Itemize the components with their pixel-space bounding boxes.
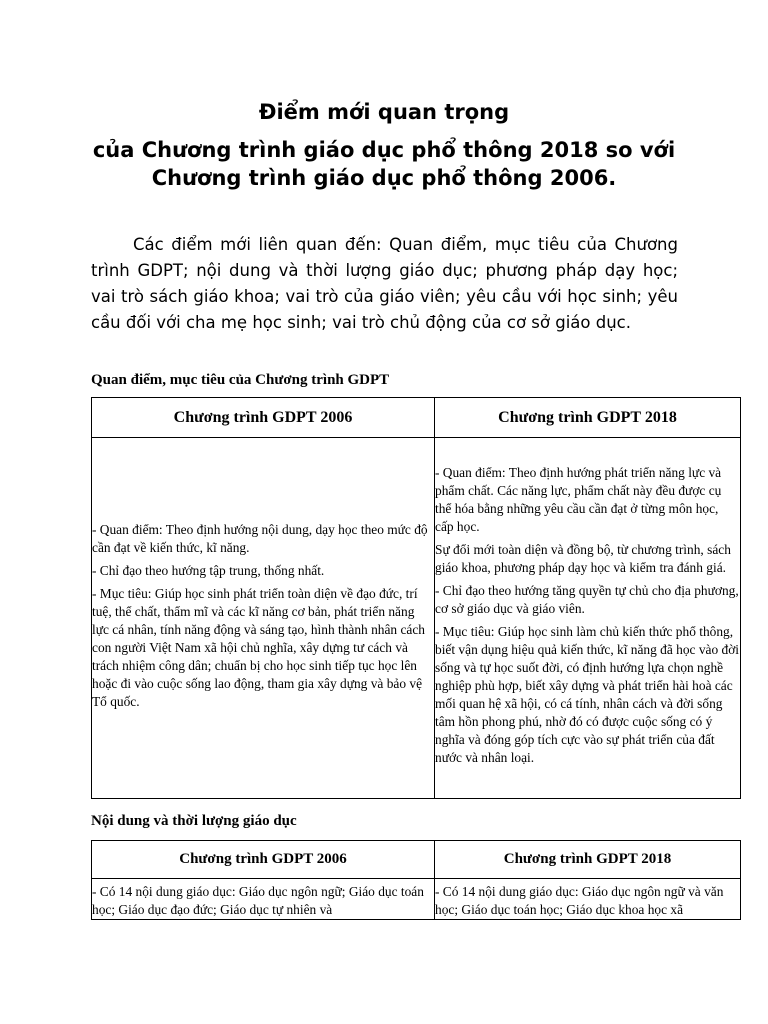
cell-paragraph: - Quan điểm: Theo định hướng nội dung, dạy học theo mức độ cần đạt về kiến thức, kĩ năng. <box>92 521 428 555</box>
cell-2018-content <box>435 879 741 920</box>
cell-paragraph: - Có 14 nội dung giáo dục: Giáo dục ngôn ngữ và văn học; Giáo dục toán học; Giáo dục khoa học xã <box>435 884 724 917</box>
column-header-2006: Chương trình GDPT 2006 <box>92 841 435 879</box>
section-heading-objectives: Quan điểm, mục tiêu của Chương trình GDPT <box>91 372 390 388</box>
cell-paragraph: - Chỉ đạo theo hướng tập trung, thống nhất. <box>92 562 325 578</box>
column-header-2006: Chương trình GDPT 2006 <box>92 398 435 438</box>
document-title-line2: của Chương trình giáo dục phổ thông 2018 so với Chương trình giáo dục phổ thông 2006. <box>92 138 676 190</box>
intro-paragraph: Các điểm mới liên quan đến: Quan điểm, mục tiêu của Chương trình GDPT; nội dung và thời lượng giáo dục; phương pháp dạy học; vai trò sách giáo khoa; vai trò của giáo viên; yêu cầu với học sinh; yêu cầu đối với cha mẹ học sinh; vai trò chủ động của cơ sở giáo dục. <box>91 235 678 332</box>
table-row <box>92 438 741 799</box>
cell-paragraph: - Quan điểm: Theo định hướng phát triển năng lực và phẩm chất. Các năng lực, phẩm chất này đều được cụ thể hóa bằng những yêu cầu cần đạt ở từng môn học, cấp học. <box>435 465 722 534</box>
cell-paragraph: - Mục tiêu: Giúp học sinh làm chủ kiến thức phổ thông, biết vận dụng hiệu quả kiến thức, kĩ năng đã học vào đời sống và tự học suốt đời, có định hướng lựa chọn nghề nghiệp phù hợp, biết xây dựng và phát triển hài hoà các mối quan hệ xã hội, có cá tính, nhân cách và đời sống tâm hồn phong phú, nhờ đó có được cuộc sống có ý nghĩa và đóng góp tích cực vào sự phát triển của đất nước và nhân loại. <box>435 624 740 765</box>
comparison-table-objectives <box>91 397 741 799</box>
cell-2006-content <box>92 879 435 920</box>
section-heading-content: Nội dung và thời lượng giáo dục <box>91 813 297 829</box>
cell-paragraph: Sự đổi mới toàn diện và đồng bộ, từ chương trình, sách giáo khoa, phương pháp dạy học và kiểm tra đánh giá. <box>435 542 731 575</box>
table-header-row <box>92 398 741 438</box>
cell-paragraph: - Mục tiêu: Giúp học sinh phát triển toàn diện về đạo đức, trí tuệ, thể chất, thẩm mĩ và các kĩ năng cơ bản, phát triển năng lực cá nhân, tính năng động và sáng tạo, hình thành nhân cách con người Việt Nam xã hội chủ nghĩa, xây dựng tư cách và trách nhiệm công dân; chuẩn bị cho học sinh tiếp tục học lên hoặc đi vào cuộc sống lao động, tham gia xây dựng và bảo vệ Tổ quốc. <box>92 585 426 709</box>
cell-paragraph: - Có 14 nội dung giáo dục: Giáo dục ngôn ngữ; Giáo dục toán học; Giáo dục đạo đức; Giáo dục tự nhiên và <box>92 884 424 917</box>
column-header-2018: Chương trình GDPT 2018 <box>435 841 741 879</box>
comparison-table-content <box>91 840 741 920</box>
cell-2006-objectives <box>92 438 435 799</box>
table-header-row <box>92 841 741 879</box>
column-header-2018: Chương trình GDPT 2018 <box>435 398 741 438</box>
cell-2018-objectives <box>435 438 741 799</box>
cell-paragraph: - Chỉ đạo theo hướng tăng quyền tự chủ cho địa phương, cơ sở giáo dục và giáo viên. <box>435 583 739 616</box>
table-row <box>92 879 741 920</box>
document-title-line1: Điểm mới quan trọng <box>258 100 510 124</box>
